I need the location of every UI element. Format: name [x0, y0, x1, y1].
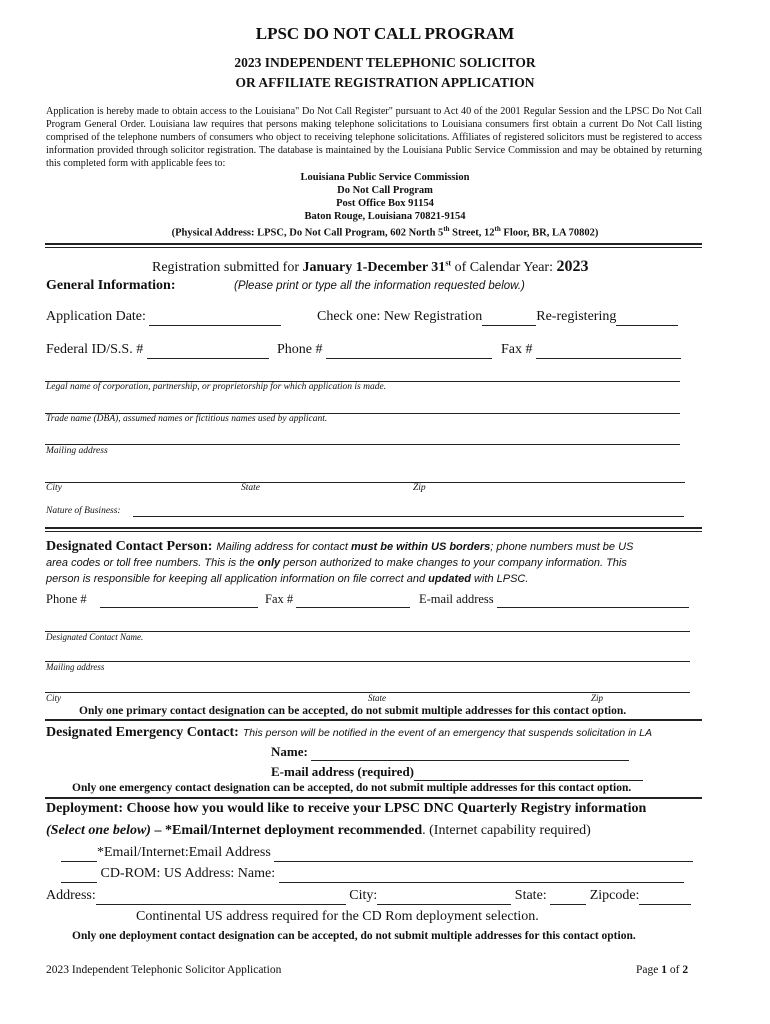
emergency-heading-row	[46, 723, 652, 741]
address-line-3: Post Office Box 91154	[336, 198, 434, 209]
deployment-single-note: Only one deployment contact designation can be accepted, do not submit multiple addresses for this contact option.	[72, 930, 636, 942]
contact-name-caption: Designated Contact Name.	[46, 632, 144, 642]
re-registering-label: Re-registering	[536, 309, 617, 324]
contact-single-note: Only one primary contact designation can be accepted, do not submit multiple addresses for this contact option.	[79, 705, 627, 717]
contact-phone-row	[46, 592, 258, 608]
physical-address-part2: Street, 12	[449, 227, 495, 239]
deployment-dash: –	[150, 823, 165, 838]
nature-of-business-caption: Nature of Business:	[46, 506, 121, 516]
registration-year: 2023	[556, 258, 589, 275]
contact-note-part2: ; phone numbers must be US	[490, 541, 634, 553]
contact-email-row	[419, 592, 689, 608]
deployment-instructions	[46, 823, 591, 839]
emergency-email-label: E-mail address (required)	[271, 764, 415, 779]
header-divider-thick	[45, 243, 702, 245]
phone-row	[277, 342, 492, 359]
physical-address-sup1: th	[443, 225, 450, 233]
cdrom-address-label: Address:	[46, 888, 96, 903]
footer-page-of: of	[666, 964, 683, 976]
cdrom-state-label: State:	[514, 888, 547, 903]
emergency-note: This person will be notified in the event of an emergency that suspends solicitation in LA	[242, 727, 653, 739]
physical-address	[0, 223, 770, 240]
contact-email-field[interactable]	[497, 592, 689, 608]
cdrom-city-label: City:	[349, 888, 378, 903]
registration-type-row	[317, 309, 678, 326]
contact-mailing-caption: Mailing address	[46, 662, 105, 672]
state-caption: State	[241, 483, 260, 493]
form-subtitle-line1: 2023 INDEPENDENT TELEPHONIC SOLICITOR	[234, 55, 536, 70]
contact-divider	[45, 719, 702, 721]
mailing-address-caption: Mailing address	[46, 446, 108, 456]
cdrom-address-row	[46, 888, 691, 905]
contact-heading: Designated Contact Person:	[46, 539, 213, 554]
nature-of-business-field[interactable]	[133, 516, 684, 517]
contact-note-line1	[216, 541, 633, 553]
email-deployment-label: *Email/Internet:Email Address	[97, 845, 271, 860]
city-caption: City	[46, 483, 62, 493]
registration-prefix: Registration submitted for	[152, 260, 303, 275]
registration-period	[152, 258, 588, 276]
cdrom-deployment-row	[61, 866, 684, 883]
fax-field[interactable]	[536, 342, 681, 359]
footer-page-number	[636, 964, 688, 976]
physical-address-part1: (Physical Address: LPSC, Do Not Call Program, 602 North 5	[171, 227, 444, 239]
emergency-name-label: Name:	[271, 744, 308, 759]
new-registration-checkbox[interactable]	[482, 309, 536, 326]
registration-dates-sup: st	[445, 258, 452, 268]
deployment-heading: Deployment: Choose how you would like to receive your LPSC DNC Quarterly Registry information	[46, 801, 647, 816]
contact-mailing-field[interactable]	[45, 661, 690, 662]
contact-note-bold1: must be within US borders	[350, 541, 491, 553]
contact-note-line3b: with LPSC.	[470, 573, 529, 585]
cdrom-deployment-checkbox[interactable]	[61, 866, 97, 883]
email-deployment-row	[61, 845, 693, 862]
general-info-instruction: (Please print or type all the information requested below.)	[234, 280, 525, 292]
emergency-single-note: Only one emergency contact designation can be accepted, do not submit multiple addresses for this contact option.	[72, 782, 632, 794]
federal-id-field[interactable]	[147, 342, 269, 359]
contact-note-line3	[46, 573, 528, 585]
footer-page-current: 1	[661, 964, 667, 976]
fax-label: Fax #	[501, 342, 533, 357]
contact-fax-row	[265, 592, 410, 608]
cdrom-address-field[interactable]	[96, 888, 346, 905]
contact-note-line2b: person authorized to make changes to your company information. This	[280, 557, 627, 569]
contact-note-line2	[46, 557, 627, 569]
contact-note-part1: Mailing address for contact	[216, 541, 351, 553]
address-line-1: Louisiana Public Service Commission	[300, 172, 470, 183]
re-registering-checkbox[interactable]	[616, 309, 678, 326]
section-divider-thick	[45, 527, 702, 529]
physical-address-sup2: th	[494, 225, 501, 233]
zip-caption: Zip	[413, 483, 426, 493]
contact-email-label: E-mail address	[419, 592, 494, 606]
address-line-4: Baton Rouge, Louisiana 70821-9154	[304, 211, 466, 222]
email-deployment-checkbox[interactable]	[61, 845, 97, 862]
mailing-address-field[interactable]	[45, 444, 680, 445]
contact-fax-label: Fax #	[265, 592, 294, 606]
deployment-select-one: (Select one below)	[46, 823, 151, 838]
contact-note-line3a: person is responsible for keeping all application information on file correct and	[46, 573, 429, 585]
fax-row	[501, 342, 681, 359]
contact-phone-field[interactable]	[100, 592, 258, 608]
cdrom-zip-field[interactable]	[639, 888, 691, 905]
general-info-heading: General Information:	[46, 278, 176, 293]
deployment-recommended: *Email/Internet deployment recommended	[164, 823, 423, 838]
cdrom-state-field[interactable]	[550, 888, 586, 905]
section-divider-thin	[45, 531, 702, 532]
city-state-zip-field[interactable]	[45, 482, 685, 483]
application-date-row	[46, 309, 281, 326]
emergency-name-row	[271, 744, 629, 761]
contact-note-bold2: only	[257, 557, 281, 569]
deployment-capability: . (Internet capability required)	[422, 823, 591, 838]
registration-suffix: of Calendar Year:	[451, 260, 557, 275]
contact-heading-row	[46, 537, 633, 555]
new-registration-label: Check one: New Registration	[317, 309, 483, 324]
cdrom-deployment-label: CD-ROM: US Address: Name:	[100, 866, 276, 881]
address-line-2: Do Not Call Program	[337, 185, 433, 196]
application-date-field[interactable]	[149, 309, 281, 326]
contact-zip-caption: Zip	[591, 693, 604, 703]
form-title: LPSC DO NOT CALL PROGRAM	[255, 24, 515, 43]
contact-fax-field[interactable]	[296, 592, 410, 608]
phone-field[interactable]	[326, 342, 492, 359]
contact-city-caption: City	[46, 693, 61, 703]
intro-paragraph: Application is hereby made to obtain access to the Louisiana" Do Not Call Register" pursuant to Act 40 of the 2001 Regular Session and the LPSC Do Not Call Program General Order. Louisiana law requires that persons making telephone solicitations to Louisiana consumers first obtain a current Do Not Call listing comprised of the telephone numbers of consumers who object to receiving telephone solicitations. Affiliates of registered solicitors must be registered to access information provided through solicitor registration. The database is maintained by the Louisiana Public Service Commission and may be obtained by returning this completed form with applicable fees to:	[46, 106, 702, 169]
footer-page-total: 2	[682, 964, 689, 976]
physical-address-part3: Floor, BR, LA 70802)	[500, 227, 599, 239]
federal-id-row	[46, 342, 269, 359]
contact-note-line2a: area codes or toll free numbers. This is the	[46, 557, 258, 569]
contact-phone-label: Phone #	[46, 592, 87, 606]
footer-doc-name: 2023 Independent Telephonic Solicitor Application	[46, 964, 282, 976]
emergency-email-field[interactable]	[414, 764, 643, 781]
contact-note-bold3: updated	[428, 573, 471, 585]
application-date-label: Application Date:	[46, 309, 146, 324]
form-subtitle-line2: OR AFFILIATE REGISTRATION APPLICATION	[235, 75, 535, 90]
emergency-heading: Designated Emergency Contact:	[46, 725, 239, 740]
continental-note: Continental US address required for the CD Rom deployment selection.	[136, 909, 539, 924]
legal-name-caption: Legal name of corporation, partnership, or proprietorship for which application is made.	[46, 382, 387, 392]
footer-page-prefix: Page	[636, 964, 662, 976]
cdrom-city-field[interactable]	[377, 888, 511, 905]
emergency-divider	[45, 797, 702, 799]
cdrom-zip-label: Zipcode:	[589, 888, 640, 903]
contact-state-caption: State	[368, 693, 386, 703]
emergency-name-field[interactable]	[311, 744, 629, 761]
email-deployment-field[interactable]	[274, 845, 693, 862]
federal-id-label: Federal ID/S.S. #	[46, 342, 144, 357]
header-divider-thin	[45, 247, 702, 248]
trade-name-caption: Trade name (DBA), assumed names or fictitious names used by applicant.	[46, 414, 328, 424]
registration-dates: January 1-December 31	[302, 260, 446, 275]
cdrom-name-field[interactable]	[279, 866, 684, 883]
phone-label: Phone #	[277, 342, 323, 357]
emergency-email-row	[271, 764, 643, 781]
